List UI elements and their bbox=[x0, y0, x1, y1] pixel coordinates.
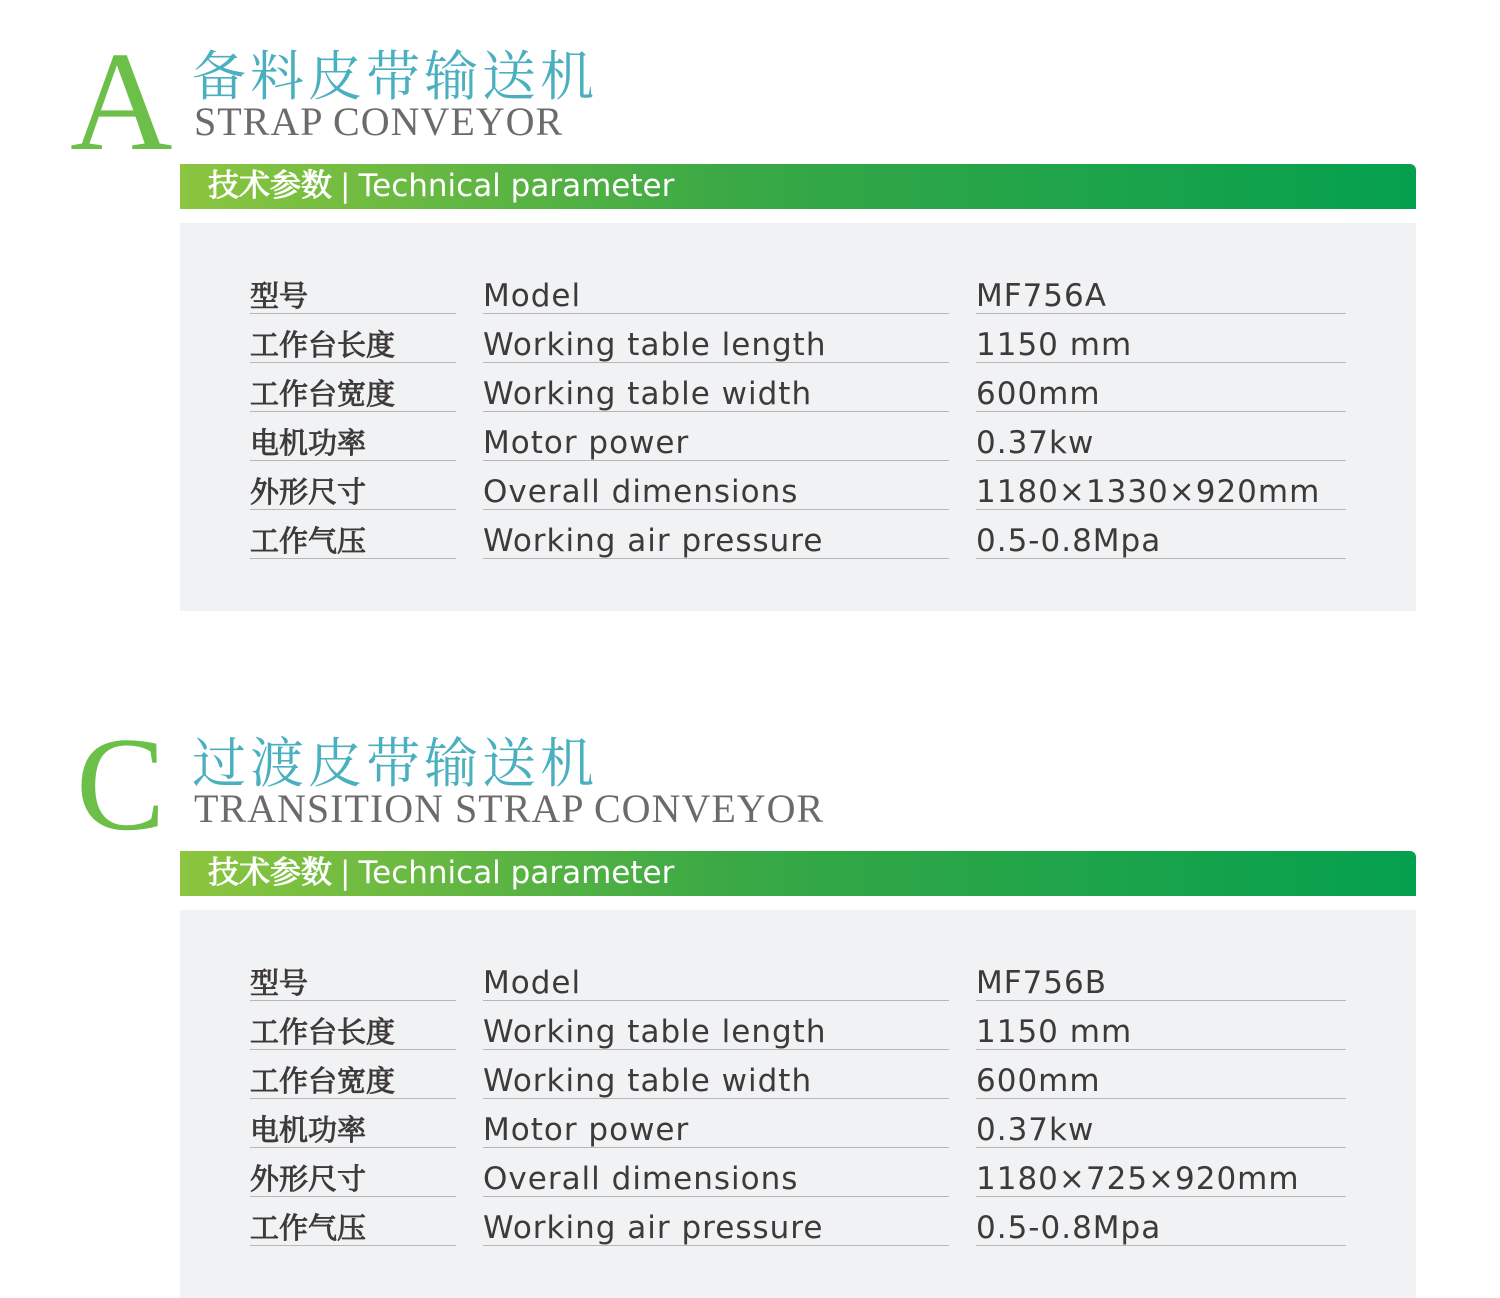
spec-label-cn: 电机功率 bbox=[250, 413, 456, 461]
spec-value: 1150 mm bbox=[976, 1002, 1346, 1050]
section-title-en: TRANSITION STRAP CONVEYOR bbox=[194, 786, 825, 831]
spec-label-cn: 电机功率 bbox=[250, 1100, 456, 1148]
spec-row-dimensions bbox=[180, 462, 1416, 511]
banner-separator: | bbox=[340, 855, 351, 891]
section-letter: A bbox=[70, 22, 173, 180]
spec-label-cn: 工作气压 bbox=[250, 1198, 456, 1246]
spec-value: 1180×725×920mm bbox=[976, 1149, 1346, 1197]
spec-row-dimensions bbox=[180, 1149, 1416, 1198]
spec-label-en: Model bbox=[483, 953, 949, 1001]
spec-value: 0.5-0.8Mpa bbox=[976, 1198, 1346, 1246]
spec-value: 1180×1330×920mm bbox=[976, 462, 1346, 510]
spec-label-cn: 外形尺寸 bbox=[250, 1149, 456, 1197]
spec-row-table-length bbox=[180, 315, 1416, 364]
section-title-cn: 备料皮带输送机 bbox=[192, 45, 598, 108]
spec-row-table-width bbox=[180, 1051, 1416, 1100]
spec-label-en: Working air pressure bbox=[483, 511, 949, 559]
spec-row-air-pressure bbox=[180, 511, 1416, 560]
spec-row-table-length bbox=[180, 1002, 1416, 1051]
spec-label-cn: 工作台长度 bbox=[250, 315, 456, 363]
spec-value: 1150 mm bbox=[976, 315, 1346, 363]
spec-label-cn: 工作台长度 bbox=[250, 1002, 456, 1050]
section-transition-strap-conveyor bbox=[0, 687, 1500, 1298]
spec-row-model bbox=[180, 266, 1416, 315]
section-letter: C bbox=[76, 710, 166, 858]
section-strap-conveyor bbox=[0, 0, 1500, 620]
spec-label-en: Overall dimensions bbox=[483, 462, 949, 510]
spec-label-cn: 工作台宽度 bbox=[250, 364, 456, 412]
spec-label-en: Working table width bbox=[483, 1051, 949, 1099]
spec-label-en: Working table length bbox=[483, 1002, 949, 1050]
spec-panel bbox=[180, 223, 1416, 611]
section-title-en: STRAP CONVEYOR bbox=[194, 99, 564, 144]
banner-label-cn: 技术参数 bbox=[208, 168, 332, 204]
spec-value: MF756B bbox=[976, 953, 1346, 1001]
spec-row-air-pressure bbox=[180, 1198, 1416, 1247]
tech-param-banner bbox=[180, 851, 1416, 896]
spec-label-en: Working table length bbox=[483, 315, 949, 363]
spec-label-cn: 工作气压 bbox=[250, 511, 456, 559]
spec-label-cn: 外形尺寸 bbox=[250, 462, 456, 510]
spec-row-table-width bbox=[180, 364, 1416, 413]
spec-label-cn: 型号 bbox=[250, 266, 456, 314]
banner-separator: | bbox=[340, 168, 351, 204]
spec-row-model bbox=[180, 953, 1416, 1002]
banner-label-en: Technical parameter bbox=[358, 168, 675, 204]
spec-value: 600mm bbox=[976, 364, 1346, 412]
tech-param-banner bbox=[180, 164, 1416, 209]
spec-value: 0.37kw bbox=[976, 413, 1346, 461]
spec-value: 600mm bbox=[976, 1051, 1346, 1099]
spec-label-en: Working table width bbox=[483, 364, 949, 412]
spec-label-en: Motor power bbox=[483, 413, 949, 461]
spec-panel bbox=[180, 910, 1416, 1298]
section-title-cn: 过渡皮带输送机 bbox=[192, 732, 598, 795]
spec-value: 0.5-0.8Mpa bbox=[976, 511, 1346, 559]
banner-label-en: Technical parameter bbox=[358, 855, 675, 891]
spec-label-cn: 工作台宽度 bbox=[250, 1051, 456, 1099]
spec-label-en: Overall dimensions bbox=[483, 1149, 949, 1197]
spec-label-en: Working air pressure bbox=[483, 1198, 949, 1246]
spec-label-en: Motor power bbox=[483, 1100, 949, 1148]
spec-label-en: Model bbox=[483, 266, 949, 314]
spec-value: MF756A bbox=[976, 266, 1346, 314]
spec-row-motor-power bbox=[180, 1100, 1416, 1149]
spec-row-motor-power bbox=[180, 413, 1416, 462]
spec-value: 0.37kw bbox=[976, 1100, 1346, 1148]
banner-text bbox=[208, 168, 674, 204]
spec-label-cn: 型号 bbox=[250, 953, 456, 1001]
banner-label-cn: 技术参数 bbox=[208, 855, 332, 891]
banner-text bbox=[208, 855, 674, 891]
